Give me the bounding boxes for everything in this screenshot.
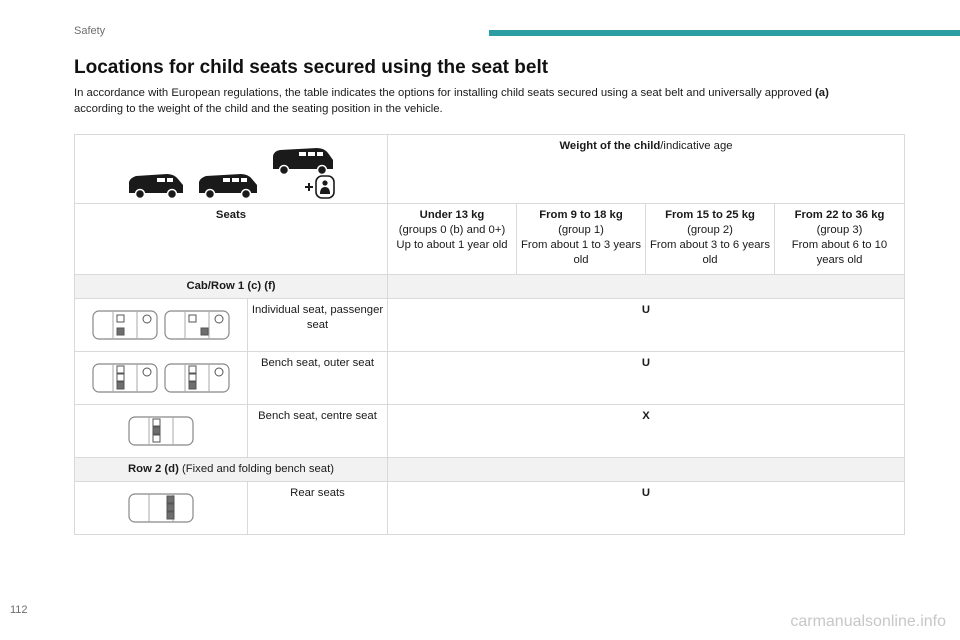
seat-diagram-cell bbox=[75, 482, 248, 535]
car-seat-diagram-icon bbox=[163, 307, 231, 343]
weight-header-cell bbox=[388, 135, 905, 204]
weight-col-4-group: (group 3) bbox=[816, 224, 863, 236]
car-seat-diagram-icon bbox=[163, 360, 231, 396]
seat-position-label: Bench seat, centre seat bbox=[248, 405, 388, 458]
row2-header-bold: Row 2 (d) bbox=[128, 463, 179, 475]
vehicle-icons-cell bbox=[75, 135, 388, 204]
seat-position-label: Bench seat, outer seat bbox=[248, 352, 388, 405]
car-seat-diagram-icon bbox=[127, 413, 195, 449]
weight-col-1-title: Under 13 kg bbox=[419, 209, 485, 221]
van-long-icon bbox=[271, 145, 335, 175]
suitability-value: X bbox=[388, 405, 905, 458]
weight-col-3 bbox=[646, 204, 775, 275]
weight-col-4-age: From about 6 to 10 years old bbox=[791, 239, 888, 266]
header-accent-bar bbox=[489, 30, 960, 36]
seat-diagram-cell bbox=[75, 299, 248, 352]
weight-header-rest: /indicative age bbox=[660, 140, 733, 152]
page-number: 112 bbox=[10, 604, 28, 616]
seat-diagram-cell bbox=[75, 352, 248, 405]
seat-diagram-cell bbox=[75, 405, 248, 458]
car-seat-diagram-icon bbox=[127, 490, 195, 526]
car-seat-diagram-icon bbox=[91, 307, 159, 343]
suitability-value: U bbox=[388, 299, 905, 352]
child-seat-table bbox=[74, 134, 905, 535]
weight-col-2-group: (group 1) bbox=[558, 224, 604, 236]
weight-col-1-group: (groups 0 (b) and 0+) bbox=[398, 224, 506, 236]
row1-section-blank bbox=[388, 275, 905, 299]
row2-section-blank bbox=[388, 458, 905, 482]
weight-col-1 bbox=[388, 204, 517, 275]
weight-col-3-age: From about 3 to 6 years old bbox=[650, 239, 770, 266]
weight-col-3-group: (group 2) bbox=[687, 224, 733, 236]
weight-col-1-age: Up to about 1 year old bbox=[396, 239, 508, 251]
weight-col-3-title: From 15 to 25 kg bbox=[665, 209, 755, 221]
row2-section-header bbox=[75, 458, 388, 482]
seat-position-label: Rear seats bbox=[248, 482, 388, 535]
weight-col-2 bbox=[517, 204, 646, 275]
page-title: Locations for child seats secured using the seat belt bbox=[74, 57, 549, 78]
intro-paragraph bbox=[74, 85, 904, 117]
row2-header-rest: (Fixed and folding bench seat) bbox=[178, 463, 334, 475]
seat-position-label: Individual seat, passenger seat bbox=[248, 299, 388, 352]
section-label: Safety bbox=[74, 25, 106, 37]
weight-col-4 bbox=[775, 204, 905, 275]
van-compact-icon bbox=[127, 169, 185, 199]
car-seat-diagram-icon bbox=[91, 360, 159, 396]
weight-col-2-title: From 9 to 18 kg bbox=[539, 209, 623, 221]
intro-ref: (a) bbox=[815, 87, 829, 99]
watermark: carmanualsonline.info bbox=[790, 613, 946, 630]
suitability-value: U bbox=[388, 352, 905, 405]
intro-text: In accordance with European regulations, the table indicates the options for installing child seats secured using a seat belt and universally approved bbox=[74, 87, 816, 99]
row1-section-header: Cab/Row 1 (c) (f) bbox=[75, 275, 388, 299]
seats-header-cell: Seats bbox=[75, 204, 388, 275]
weight-header-bold: Weight of the child bbox=[559, 140, 661, 152]
van-standard-icon bbox=[197, 169, 259, 199]
intro-text-end: according to the weight of the child and the seating position in the vehicle. bbox=[74, 103, 443, 115]
weight-col-4-title: From 22 to 36 kg bbox=[794, 209, 885, 221]
suitability-value: U bbox=[388, 482, 905, 535]
weight-col-2-age: From about 1 to 3 years old bbox=[521, 239, 641, 266]
passenger-seat-plus-icon bbox=[301, 175, 335, 199]
